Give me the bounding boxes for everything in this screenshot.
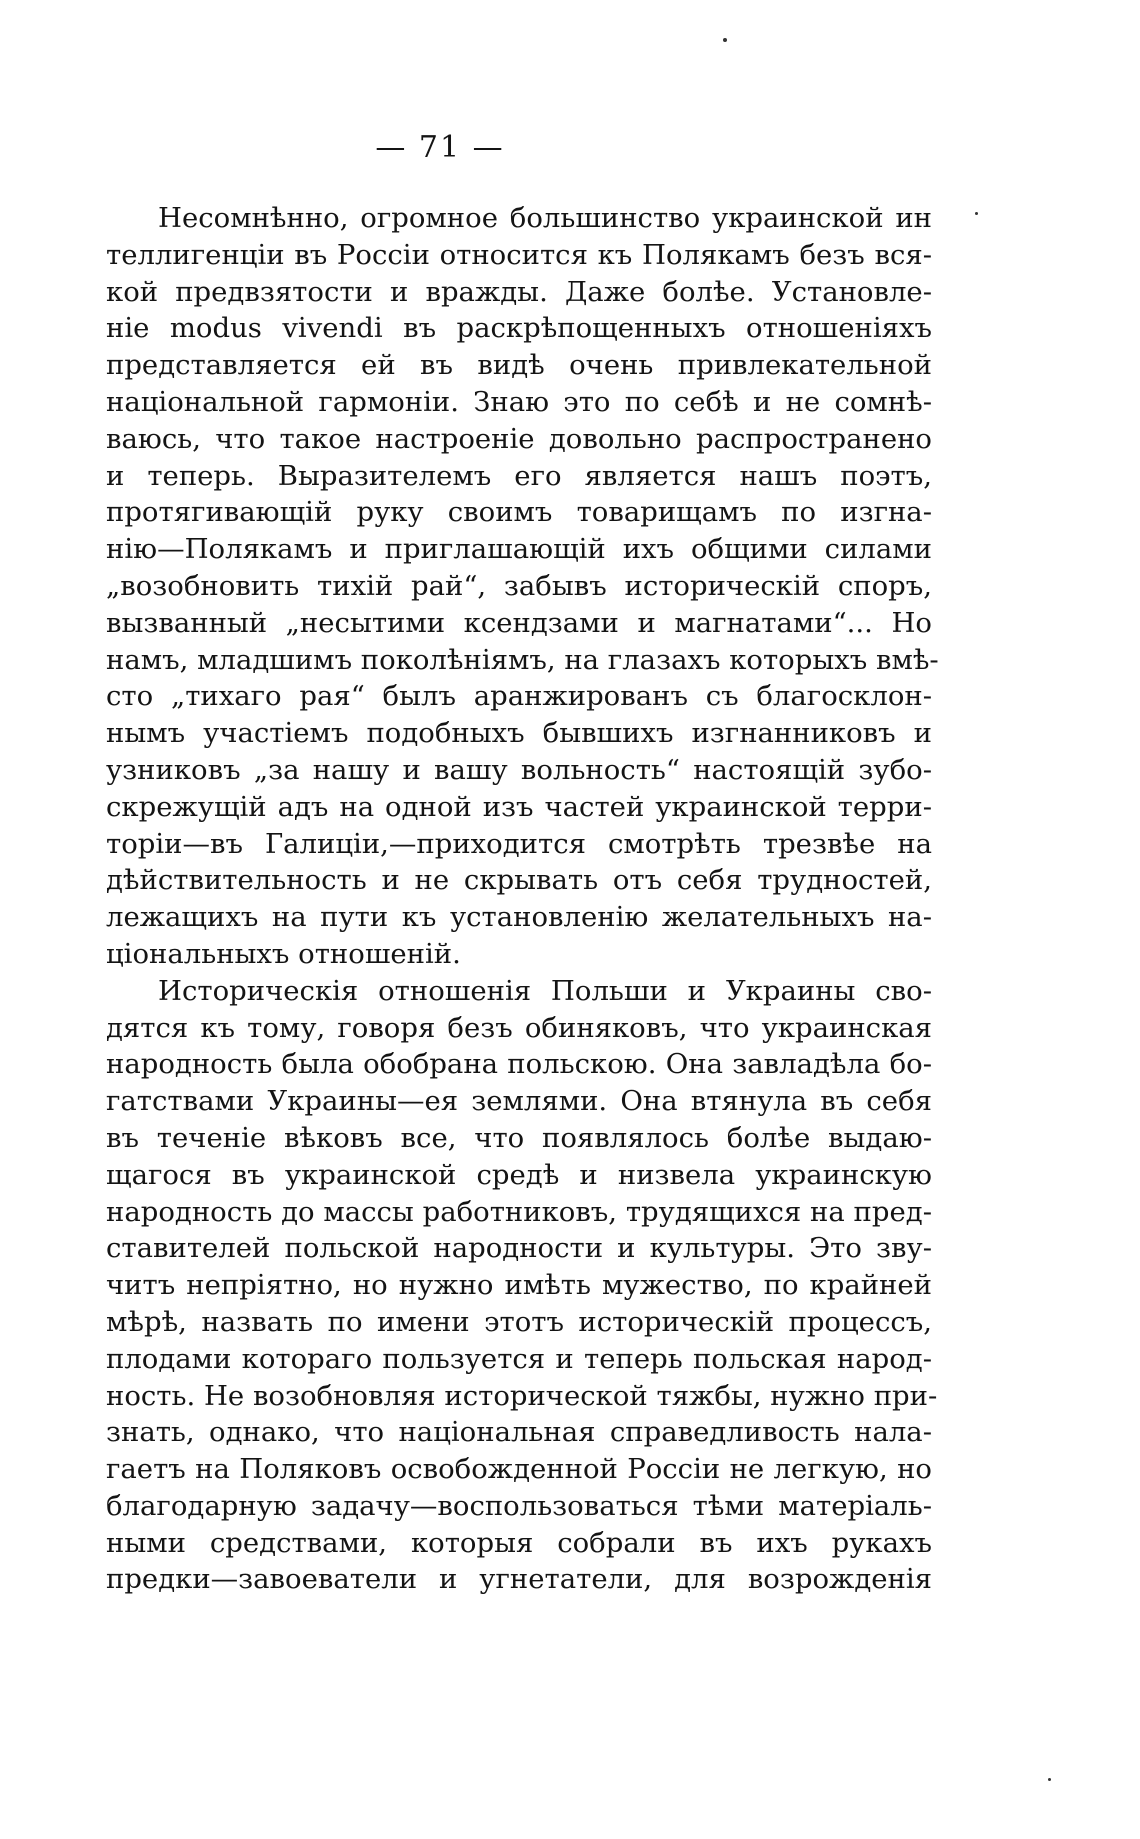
text-line: торіи—въ Галиціи,—приходится смотрѣть трезвѣе на	[106, 827, 932, 860]
text-line: благодарную задачу—воспользоваться тѣми матеріаль-	[106, 1489, 932, 1522]
text-line: дѣйствительность и не скрывать отъ себя трудностей,	[106, 864, 932, 897]
text-line: знать, однако, что національная справедливость нала-	[106, 1416, 932, 1449]
text-line: ніе modus vivendi въ раскрѣпощенныхъ отношеніяхъ	[106, 312, 932, 345]
text-line: ными средствами, которыя собрали въ ихъ рукахъ	[106, 1526, 932, 1559]
text-line: скрежущій адъ на одной изъ частей украинской терри-	[106, 790, 932, 823]
text-line: плодами котораго пользуется и теперь польская народ-	[106, 1342, 932, 1375]
text-line: мѣрѣ, назвать по имени этотъ историческій процессъ,	[106, 1305, 932, 1338]
text-line: теллигенціи въ Россіи относится къ Полякамъ безъ вся-	[106, 238, 932, 271]
page-number: — 71 —	[375, 130, 505, 165]
paragraph-1	[106, 200, 939, 973]
text-line: гатствами Украины—ея землями. Она втянула въ себя	[106, 1085, 932, 1118]
text-line: Несомнѣнно, огромное большинство украинской ин	[158, 202, 932, 234]
text-line: народность до массы работниковъ, трудящихся на пред-	[106, 1195, 932, 1228]
text-line: Историческія отношенія Польши и Украины сво-	[158, 974, 932, 1007]
paragraph-2	[106, 973, 938, 1599]
body-text	[106, 200, 939, 1598]
text-line: гаетъ на Поляковъ освобожденной Россіи не легкую, но	[106, 1453, 932, 1486]
text-line: представляется ей въ видѣ очень привлекательной	[106, 349, 932, 382]
paper-speck	[975, 212, 978, 215]
text-line: узниковъ „за нашу и вашу вольность“ настоящій зубо-	[106, 753, 932, 786]
text-line: и теперь. Выразителемъ его является нашъ поэтъ,	[106, 459, 932, 492]
text-line: лежащихъ на пути къ установленію желательныхъ на-	[106, 901, 932, 934]
text-line: ность. Не возобновляя исторической тяжбы, нужно при-	[106, 1379, 938, 1412]
text-line: ставителей польской народности и культуры. Это зву-	[106, 1232, 932, 1265]
text-line: народность была обобрана польскою. Она завладѣла бо-	[106, 1048, 932, 1081]
text-line: ціональныхъ отношеній.	[106, 937, 461, 970]
text-line: нію—Полякамъ и приглашающій ихъ общими силами	[106, 533, 932, 566]
text-line: вызванный „несытими ксендзами и магнатами“... Но	[106, 606, 932, 639]
text-line: щагося въ украинской средѣ и низвела украинскую	[106, 1158, 932, 1191]
text-line: читъ непріятно, но нужно имѣть мужество, по крайней	[106, 1269, 932, 1302]
text-line: „возобновить тихій рай“, забывъ историческій споръ,	[106, 569, 932, 602]
text-line: дятся къ тому, говоря безъ обиняковъ, что украинская	[106, 1011, 932, 1044]
text-line: нымъ участіемъ подобныхъ бывшихъ изгнанниковъ и	[106, 717, 932, 750]
text-line: сто „тихаго рая“ былъ аранжированъ съ благосклон-	[106, 680, 932, 713]
paper-speck	[1048, 1778, 1051, 1781]
text-line: протягивающій руку своимъ товарищамъ по изгна-	[106, 496, 932, 529]
paper-speck	[723, 38, 727, 42]
text-line: намъ, младшимъ поколѣніямъ, на глазахъ которыхъ вмѣ-	[106, 643, 939, 676]
text-line: ваюсь, что такое настроеніе довольно распространено	[106, 422, 932, 455]
text-line: въ теченіе вѣковъ все, что появлялось болѣе выдаю-	[106, 1121, 932, 1154]
text-line: національной гармоніи. Знаю это по себѣ и не сомнѣ-	[106, 385, 932, 418]
text-line: предки—завоеватели и угнетатели, для возрожденія	[106, 1563, 932, 1596]
text-line: кой предвзятости и вражды. Даже болѣе. Установле-	[106, 275, 932, 308]
